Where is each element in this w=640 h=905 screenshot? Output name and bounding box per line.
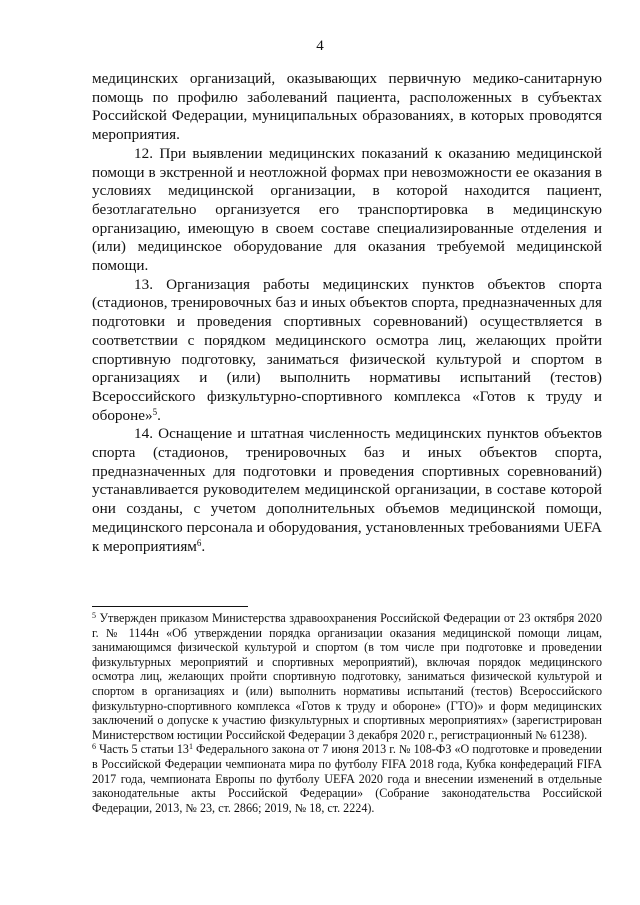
paragraph-11-continuation: медицинских организаций, оказывающих первичную медико-санитарную помощь по профилю заболеваний пациента, расположенных в субъектах Российской Федерации, муниципальных образованиях, в которых проводятся мероприятия.	[92, 70, 602, 144]
footnote-6-text-a: Часть 5 статьи 13	[96, 742, 189, 757]
footnote-ref-5[interactable]: 5	[152, 406, 158, 417]
paragraph-14-text: 14. Оснащение и штатная численность медицинских пунктов объектов спорта (стадионов, тренировочных баз и иных объектов спорта, предназначенных для подготовки и проведения спортивных соревнований) устанавливается руководителем медицинской организации, в составе которой они созданы, с учетом дополнительных объемов медицинской помощи, медицинского персонала и оборудования, установленных требованиями UEFA к мероприятиям	[92, 425, 602, 555]
paragraph-14	[92, 425, 602, 556]
footnote-mark-5: 5	[92, 611, 96, 620]
footnote-mark-6: 6	[92, 742, 96, 752]
paragraph-14-end: .	[201, 537, 206, 555]
page-number: 4	[316, 38, 324, 54]
footnote-6-article-superscript: 1	[188, 742, 193, 752]
paragraph-13	[92, 276, 602, 426]
footnote-separator	[92, 606, 248, 607]
footnote-6	[92, 742, 602, 815]
footnote-5-text: Утвержден приказом Министерства здравоохранения Российской Федерации от 23 октября 2020 г. № 1144н «Об утверждении порядка организации оказания медицинской помощи лицам, занимающимся физической культурой и спортом (в том числе при подготовке и проведении физкультурных мероприятий и спортивных мероприятий), включая порядок медицинского осмотра лиц, желающих пройти спортивную подготовку, заниматься физической культурой и спортом в организациях и (или) выполнить нормативы испытаний (тестов) Всероссийского физкультурно-спортивного комплекса «Готов к труду и обороне» (ГТО)» и форм медицинских заключений о допуске к участию физкультурных и спортивных мероприятиях» (зарегистрирован Министерством юстиции Российской Федерации 3 декабря 2020 г., регистрационный № 61238).	[92, 611, 602, 742]
paragraph-13-end: .	[157, 406, 161, 424]
main-text	[92, 70, 602, 556]
paragraph-12: 12. При выявлении медицинских показаний к оказанию медицинской помощи в экстренной и неотложной формах при невозможности ее оказания в условиях медицинской организации, в которой находится пациент, безотлагательно организуется его транспортировка в медицинскую организацию, имеющую в своем составе специализированные отделения и (или) медицинское оборудование для оказания требуемой медицинской помощи.	[92, 144, 602, 275]
footnote-5	[92, 611, 602, 742]
footnotes	[92, 611, 602, 815]
paragraph-13-text: 13. Организация работы медицинских пунктов объектов спорта (стадионов, тренировочных баз и иных объектов спорта, предназначенных для подготовки и проведения спортивных соревнований) осуществляется в соответствии с порядком медицинского осмотра лиц, желающих пройти спортивную подготовку, заниматься физической культурой и спортом в организациях и (или) выполнить нормативы испытаний (тестов) Всероссийского физкультурно-спортивного комплекса «Готов к труду и обороне»	[92, 275, 602, 424]
footnote-6-text-b: Федерального закона от 7 июня 2013 г. № 108-ФЗ «О подготовке и проведении в Российской Федерации чемпионата мира по футболу FIFA 2018 года, Кубка конфедераций FIFA 2017 года, чемпионата Европы по футболу UEFA 2020 года и внесении изменений в отдельные законодательные акты Российской Федерации» (Собрание законодательства Российской Федерации, 2013, № 23, ст. 2866; 2019, № 18, ст. 2224).	[92, 742, 602, 815]
footnote-ref-6[interactable]: 6	[196, 537, 202, 548]
